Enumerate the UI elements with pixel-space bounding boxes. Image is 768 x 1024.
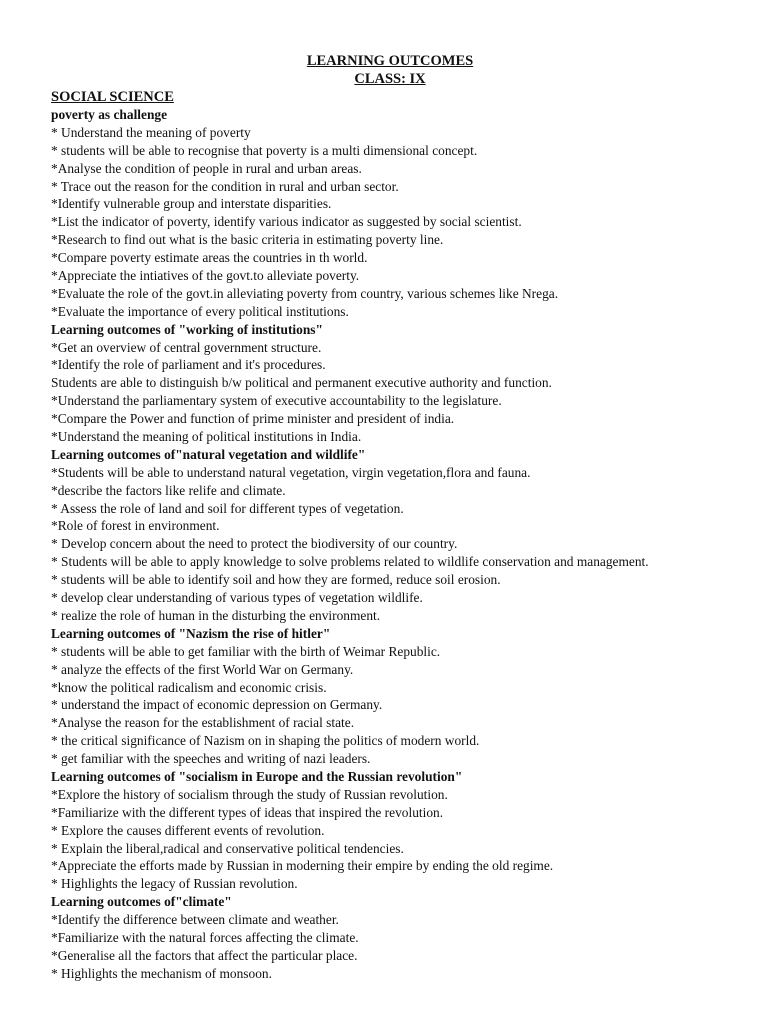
outcome-item: * Highlights the legacy of Russian revolution.: [51, 876, 298, 892]
outcome-item: * understand the impact of economic depression on Germany.: [51, 697, 383, 713]
section-heading: Learning outcomes of"climate": [51, 894, 232, 910]
outcome-item: *Evaluate the importance of every political institutions.: [51, 303, 349, 319]
outcome-item: *Analyse the reason for the establishment of racial state.: [51, 715, 355, 731]
section-heading: Learning outcomes of "socialism in Europe and the Russian revolution": [51, 768, 463, 784]
outcome-item: *Get an overview of central government structure.: [51, 339, 322, 355]
section-heading: poverty as challenge: [51, 107, 168, 122]
outcome-item: * Explore the causes different events of revolution.: [51, 822, 325, 838]
outcome-item: *Research to find out what is the basic criteria in estimating poverty line.: [51, 232, 444, 248]
outcome-item: *Understand the parliamentary system of executive accountability to the legislature.: [51, 393, 502, 409]
outcome-item: *Evaluate the role of the govt.in alleviating poverty from country, various schemes like Nrega.: [51, 285, 559, 301]
outcome-item: *Appreciate the intiatives of the govt.to alleviate poverty.: [51, 268, 360, 284]
outcome-item: * students will be able to get familiar with the birth of Weimar Republic.: [51, 643, 441, 659]
outcome-item: *Identify the role of parliament and it's procedures.: [51, 357, 326, 373]
outcome-item: * realize the role of human in the disturbing the environment.: [51, 607, 381, 623]
outcome-item: * get familiar with the speeches and writing of nazi leaders.: [51, 751, 371, 767]
outcome-item: *Compare the Power and function of prime minister and president of india.: [51, 411, 455, 427]
outcome-item: * Highlights the mechanism of monsoon.: [51, 965, 272, 981]
outcome-item: *Students will be able to understand natural vegetation, virgin vegetation,flora and fauna.: [51, 464, 531, 480]
outcome-item: * students will be able to recognise that poverty is a multi dimensional concept.: [51, 142, 478, 158]
section-heading: Learning outcomes of"natural vegetation and wildlife": [51, 446, 366, 462]
outcome-item: *List the indicator of poverty, identify various indicator as suggested by social scientist.: [51, 214, 522, 230]
outcome-item: *Compare poverty estimate areas the countries in th world.: [51, 250, 368, 266]
outcome-item: * Understand the meaning of poverty: [51, 124, 251, 140]
outcome-item: *Role of forest in environment.: [51, 518, 220, 534]
outcome-item: *Explore the history of socialism through the study of Russian revolution.: [51, 786, 448, 802]
outcome-item: *Analyse the condition of people in rural and urban areas.: [51, 160, 362, 176]
outcome-item: * Trace out the reason for the condition in rural and urban sector.: [51, 178, 399, 194]
section-heading: Learning outcomes of "working of institutions": [51, 321, 323, 337]
outcome-item: *know the political radicalism and economic crisis.: [51, 679, 327, 695]
outcome-item: *Generalise all the factors that affect the particular place.: [51, 947, 358, 963]
subject-heading: SOCIAL SCIENCE: [51, 89, 174, 105]
outcome-item: *Familiarize with the different types of ideas that inspired the revolution.: [51, 804, 444, 820]
outcome-item: *Familiarize with the natural forces affecting the climate.: [51, 929, 359, 945]
outcome-item: * develop clear understanding of various types of vegetation wildlife.: [51, 590, 423, 606]
outcome-item: Students are able to distinguish b/w political and permanent executive authority and function.: [51, 375, 552, 391]
outcome-item: * analyze the effects of the first World War on Germany.: [51, 661, 354, 677]
outcome-item: *Identify vulnerable group and interstate disparities.: [51, 196, 332, 212]
outcome-item: *Appreciate the efforts made by Russian in moderning their empire by ending the old regime.: [51, 858, 554, 874]
section-heading: Learning outcomes of "Nazism the rise of hitler": [51, 625, 331, 641]
outcome-item: *describe the factors like relife and climate.: [51, 482, 286, 498]
outcome-item: * the critical significance of Nazism on in shaping the politics of modern world.: [51, 733, 480, 749]
outcomes-list: [51, 106, 756, 983]
outcome-item: *Identify the difference between climate and weather.: [51, 912, 339, 928]
document-title: LEARNING OUTCOMES: [306, 53, 474, 69]
outcome-item: * students will be able to identify soil and how they are formed, reduce soil erosion.: [51, 572, 501, 588]
outcome-item: * Explain the liberal,radical and conservative political tendencies.: [51, 840, 404, 856]
outcome-item: * Develop concern about the need to protect the biodiversity of our country.: [51, 536, 458, 552]
outcome-item: * Assess the role of land and soil for different types of vegetation.: [51, 500, 404, 516]
outcome-item: * Students will be able to apply knowledge to solve problems related to wildlife conservation and management.: [51, 554, 649, 570]
outcome-item: *Understand the meaning of political institutions in India.: [51, 429, 362, 445]
class-heading: CLASS: IX: [354, 71, 426, 87]
